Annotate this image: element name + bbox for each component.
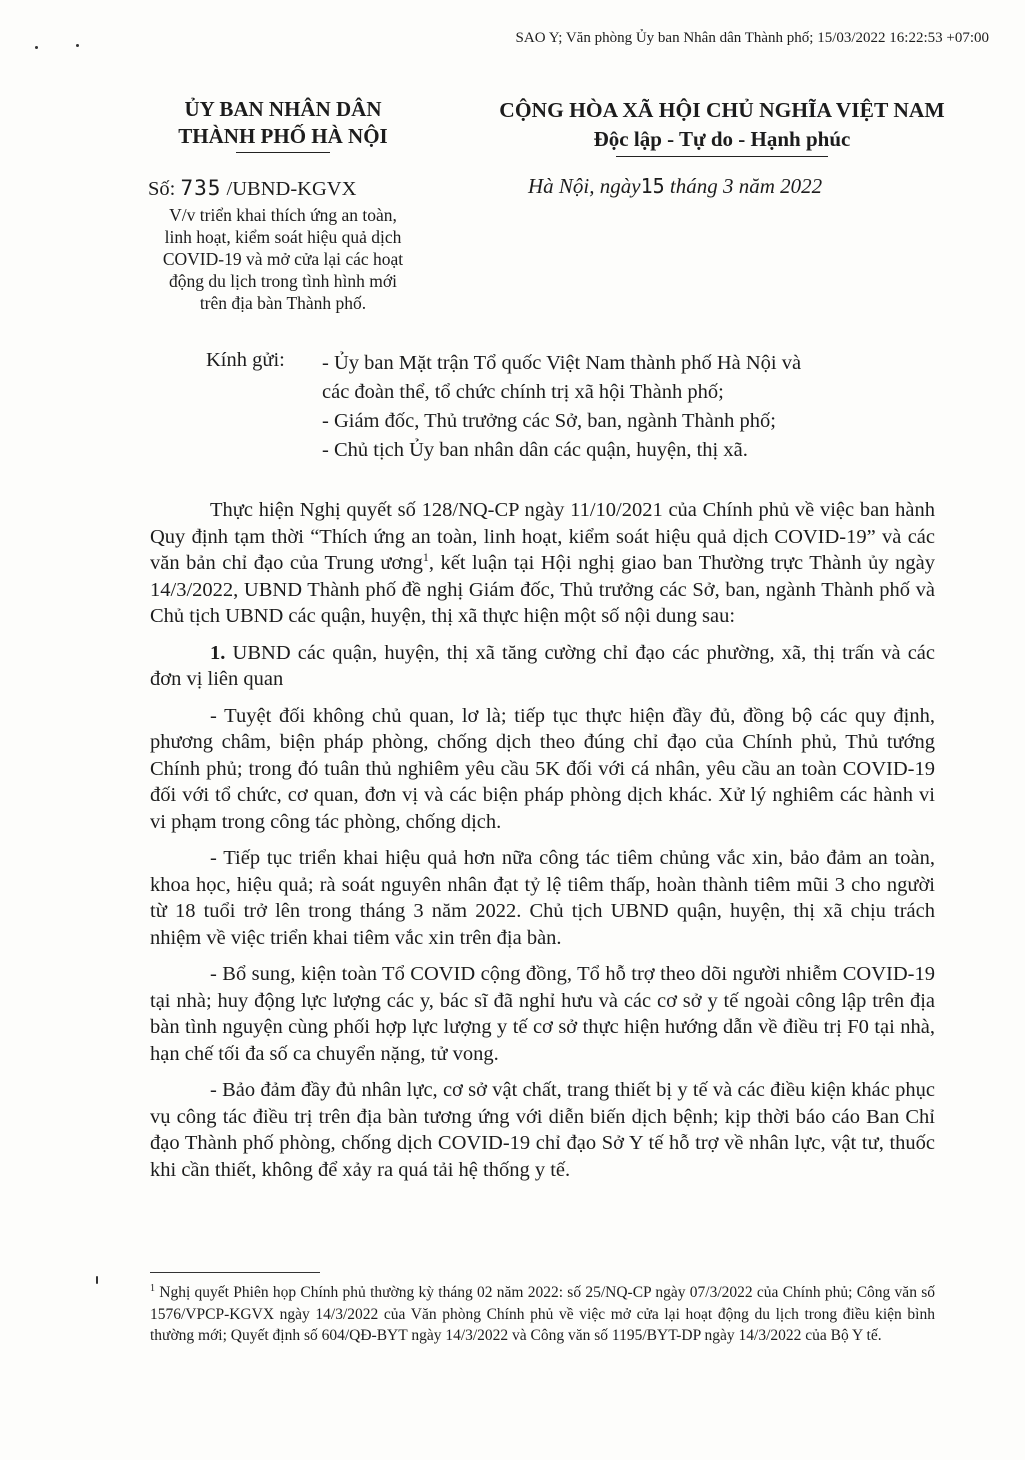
footnote	[150, 1282, 935, 1347]
national-motto: Độc lập - Tự do - Hạnh phúc	[593, 127, 851, 151]
recipients-label: Kính gửi:	[206, 349, 285, 371]
section-heading	[150, 640, 935, 693]
subject-line: trên địa bàn Thành phố.	[199, 293, 367, 313]
digital-copy-stamp: SAO Y; Văn phòng Ủy ban Nhân dân Thành phố; 15/03/2022 16:22:53 +07:00	[515, 30, 989, 46]
authority-underline	[236, 152, 330, 153]
recipient-line: - Giám đốc, Thủ trưởng các Sở, ban, ngành Thành phố;	[322, 410, 776, 432]
footnote-marker: 1	[150, 1282, 155, 1294]
body-paragraph: - Tuyệt đối không chủ quan, lơ là; tiếp tục thực hiện đầy đủ, đồng bộ các quy định, phương châm, biện pháp phòng, chống dịch theo đúng chỉ đạo của Chính phủ, Thủ tướng Chính phủ; trong đó tuân thủ nghiêm yêu cầu 5K đối với cá nhân, yêu cầu an toàn COVID-19 đối với tổ chức, cơ quan, đơn vị và các biện pháp phòng dịch khác. Xử lý nghiêm các hành vi vi phạm trong công tác phòng, chống dịch.	[150, 704, 935, 833]
national-name: CỘNG HÒA XÃ HỘI CHỦ NGHĨA VIỆT NAM	[499, 98, 945, 122]
section-title: UBND các quận, huyện, thị xã tăng cường chỉ đạo các phường, xã, thị trấn và các đơn vị liên quan	[150, 641, 935, 690]
body-paragraph: - Tiếp tục triển khai hiệu quả hơn nữa công tác tiêm chủng vắc xin, bảo đảm an toàn, khoa học, hiệu quả; rà soát nguyên nhân đạt tỷ lệ tiêm thấp, hoàn thành tiêm mũi 3 cho người từ 18 tuổi trở lên trong tháng 3 năm 2022. Chủ tịch UBND quận, huyện, thị xã chịu trách nhiệm về việc triển khai tiêm vắc xin trên địa bàn.	[150, 847, 935, 949]
recipient-line: các đoàn thể, tổ chức chính trị xã hội Thành phố;	[322, 381, 724, 403]
footnote-separator	[150, 1272, 320, 1273]
day-handwritten: 15	[640, 174, 665, 198]
place-date-suffix: tháng 3 năm 2022	[669, 174, 823, 198]
subject-line: động du lịch trong tình hình mới	[169, 271, 397, 291]
document-number	[148, 176, 356, 201]
body-paragraph: - Bảo đảm đầy đủ nhân lực, cơ sở vật chất, trang thiết bị y tế và các điều kiện khác phục vụ công tác điều trị trên địa bàn tương ứng với diễn biến dịch bệnh; kịp thời báo cáo Ban Chỉ đạo Thành phố phòng, chống dịch COVID-19 chỉ đạo Sở Y tế hỗ trợ về nhân lực, vật tư, thuốc khi cần thiết, không để xảy ra quá tải hệ thống y tế.	[150, 1079, 935, 1181]
place-date-prefix: Hà Nội, ngày	[528, 174, 641, 198]
motto-underline	[616, 156, 828, 157]
national-heading	[452, 96, 992, 154]
doc-number-handwritten: 735	[180, 176, 222, 200]
recipient-line: - Ủy ban Mặt trận Tổ quốc Việt Nam thành phố Hà Nội và	[322, 352, 802, 374]
recipients-list	[322, 349, 902, 465]
subject-line: COVID-19 và mở cửa lại các hoạt	[162, 249, 404, 269]
document-body	[150, 497, 935, 1193]
subject-line: linh hoạt, kiểm soát hiệu quả dịch	[164, 227, 402, 247]
intro-text-b: , kết luận tại Hội nghị giao ban Thường trực Thành ủy ngày 14/3/2022, UBND Thành phố đề nghị Giám đốc, Thủ trưởng các Sở, ban, ngành Thành phố và Chủ tịch UBND các quận, huyện, thị xã thực hiện một số nội dung sau:	[150, 552, 935, 627]
doc-number-suffix: /UBND-KGVX	[226, 178, 357, 200]
subject-line: V/v triển khai thích ứng an toàn,	[169, 205, 397, 225]
place-date	[528, 174, 822, 199]
scan-speck	[76, 44, 79, 47]
footnote-reference: 1	[422, 550, 429, 565]
authority-line-1: ỦY BAN NHÂN DÂN	[184, 97, 382, 121]
document-subject	[118, 204, 448, 314]
intro-paragraph	[150, 497, 935, 630]
footnote-paragraph	[150, 1282, 935, 1347]
doc-number-prefix: Số:	[148, 178, 176, 200]
issuing-authority	[118, 96, 448, 150]
intro-text-a: Thực hiện Nghị quyết số 128/NQ-CP ngày 11/10/2021 của Chính phủ về việc ban hành Quy định tạm thời “Thích ứng an toàn, linh hoạt, kiểm soát hiệu quả dịch COVID-19” và các văn bản chỉ đạo của Trung ương	[150, 499, 935, 574]
authority-line-2: THÀNH PHỐ HÀ NỘI	[178, 124, 388, 148]
scan-speck	[96, 1276, 98, 1284]
scan-speck	[35, 46, 38, 49]
recipient-line: - Chủ tịch Ủy ban nhân dân các quận, huyện, thị xã.	[322, 439, 748, 461]
section-number: 1.	[210, 641, 226, 664]
footnote-text: Nghị quyết Phiên họp Chính phủ thường kỳ tháng 02 năm 2022: số 25/NQ-CP ngày 07/3/2022 của Chính phủ; Công văn số 1576/VPCP-KGVX ngày 14/3/2022 của Văn phòng Chính phủ về việc mở cửa lại hoạt động du lịch trong điều kiện bình thường mới; Quyết định số 604/QĐ-BYT ngày 14/3/2022 và Công văn số 1195/BYT-DP ngày 14/3/2022 của Bộ Y tế.	[150, 1284, 935, 1344]
body-paragraph: - Bổ sung, kiện toàn Tổ COVID cộng đồng, Tổ hỗ trợ theo dõi người nhiễm COVID-19 tại nhà; huy động lực lượng các y, bác sĩ đã nghỉ hưu và các cơ sở y tế ngoài công lập trên địa bàn tình nguyện cùng phối hợp lực lượng y tế cơ sở thực hiện hướng dẫn về điều trị F0 tại nhà, hạn chế tối đa số ca chuyển nặng, tử vong.	[150, 963, 935, 1065]
